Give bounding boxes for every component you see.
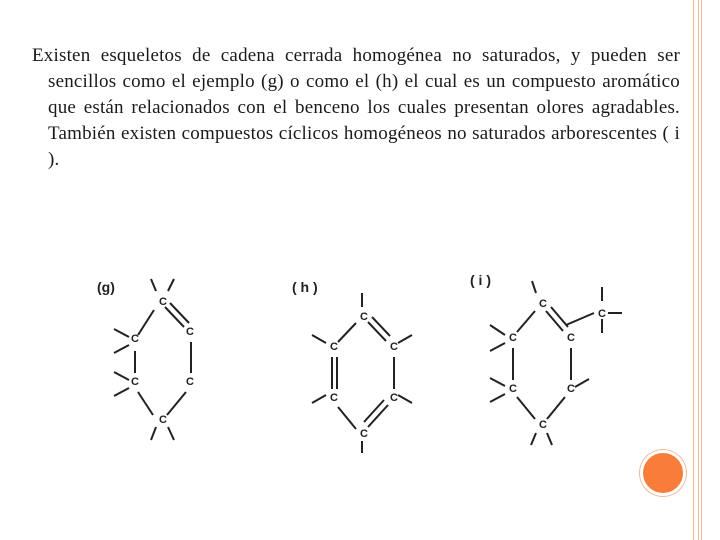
- atom-c: C: [567, 332, 575, 344]
- structure-i: [470, 272, 622, 445]
- atom-c: C: [330, 392, 338, 404]
- atom-c: C: [186, 376, 194, 388]
- atom-c: C: [330, 341, 338, 353]
- atom-c: C: [186, 326, 194, 338]
- cyclic-structures-figure: [0, 255, 690, 455]
- atom-c: C: [390, 392, 398, 404]
- atom-c: C: [598, 308, 606, 320]
- atom-c: C: [159, 414, 167, 426]
- atom-c: C: [360, 311, 368, 323]
- slide-border-line: [701, 0, 702, 540]
- figure-label-h: ( h ): [292, 279, 318, 295]
- figure-label-i: ( i ): [470, 272, 491, 288]
- atom-c: C: [159, 296, 167, 308]
- structure-h: [292, 279, 412, 453]
- body-paragraph: Existen esqueletos de cadena cerrada homogénea no saturados, y pueden ser sencillos como el ejemplo (g) o como el (h) el cual es un compuesto aromático que están relacionados con el benceno los cuales presentan olores agradables. También existen compuestos cíclicos homogéneos no saturados arborescentes ( i ).: [32, 45, 680, 170]
- atom-c: C: [131, 376, 139, 388]
- slide-border-decoration: [693, 0, 699, 540]
- orange-circle-decoration: [640, 450, 686, 496]
- atom-c: C: [539, 419, 547, 431]
- atom-c: C: [390, 341, 398, 353]
- atom-c: C: [509, 383, 517, 395]
- structure-g: [97, 279, 194, 440]
- figure-label-g: (g): [97, 279, 115, 295]
- atom-c: C: [360, 428, 368, 440]
- atom-c: C: [567, 383, 575, 395]
- atom-c: C: [539, 298, 547, 310]
- atom-c: C: [131, 333, 139, 345]
- atom-c: C: [509, 332, 517, 344]
